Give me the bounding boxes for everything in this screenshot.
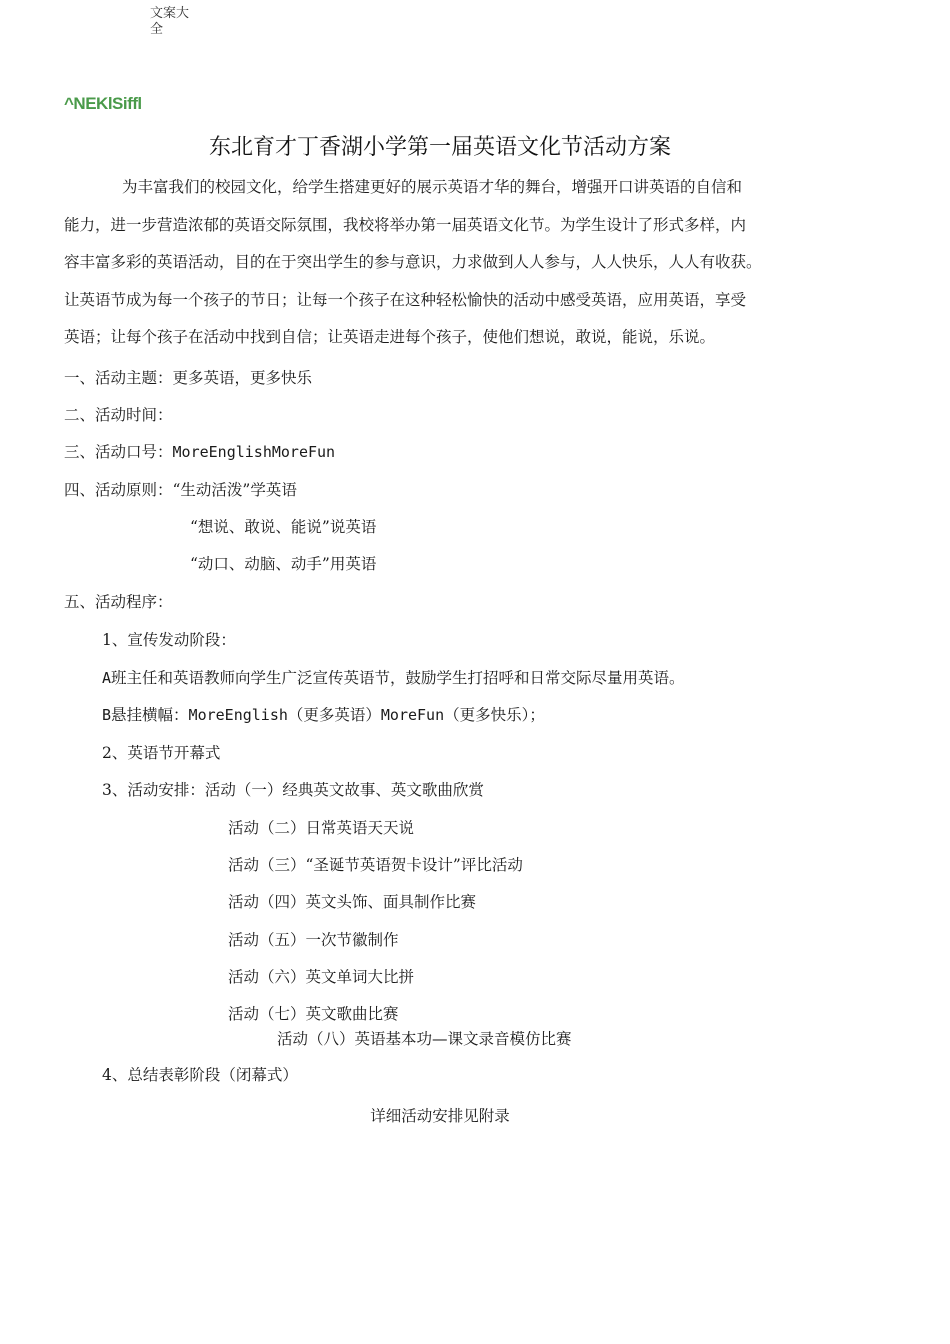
activity-item: 活动（七）英文歌曲比赛	[228, 1005, 399, 1023]
section-theme: 一、活动主题：更多英语，更多快乐	[64, 369, 313, 387]
item-text: 悬挂横幅：	[111, 706, 189, 724]
document-title: 东北育才丁香湖小学第一届英语文化节活动方案	[208, 135, 671, 160]
intro-line: 英语；让每个孩子在活动中找到自信；让英语走进每个孩子，使他们想说，敢说，能说，乐说。	[64, 328, 716, 346]
item-mark: B	[102, 706, 112, 724]
section-time: 二、活动时间：	[64, 406, 173, 424]
section-principle: 四、活动原则：“生动活泼”学英语	[64, 481, 297, 499]
section-procedure: 五、活动程序：	[64, 593, 173, 611]
intro-paragraph	[64, 172, 834, 360]
banner-text-en: MoreFun	[380, 706, 445, 724]
activity-item: 活动（四）英文头饰、面具制作比赛	[228, 893, 477, 911]
intro-line: 能力，进一步营造浓郁的英语交际氛围，我校将举办第一届英语文化节。为学生设计了形式多样，内	[64, 215, 747, 234]
header-note: 文案大全	[150, 6, 190, 37]
step-4: 4、总结表彰阶段（闭幕式）	[102, 1066, 298, 1084]
section-slogan	[64, 441, 335, 463]
step-1a	[102, 667, 685, 689]
banner-text-en: MoreEnglish	[188, 706, 288, 724]
activity-item: 活动（二）日常英语天天说	[228, 819, 415, 837]
principle-line: “动口、动脑、动手”用英语	[190, 555, 377, 573]
step-1: 1、宣传发动阶段：	[102, 631, 236, 649]
item-mark: A	[102, 669, 112, 687]
intro-line: 为丰富我们的校园文化，给学生搭建更好的展示英语才华的舞台，增强开口讲英语的自信和	[122, 178, 743, 196]
banner-text-cn: （更多英语）	[287, 706, 381, 724]
step-1b	[102, 704, 545, 726]
slogan-value: MoreEnglishMoreFun	[172, 443, 336, 461]
activity-item: 活动（八）英语基本功—课文录音模仿比赛	[277, 1030, 572, 1048]
principle-line: “想说、敢说、能说”说英语	[190, 518, 377, 536]
step-2: 2、英语节开幕式	[102, 744, 221, 762]
intro-line: 让英语节成为每一个孩子的节日；让每一个孩子在这种轻松愉快的活动中感受英语，应用英语，享受	[64, 290, 747, 309]
footer-note: 详细活动安排见附录	[370, 1107, 510, 1125]
school-logo: ^NEKlSiffl	[64, 94, 142, 113]
slogan-label: 三、活动口号：	[64, 443, 173, 461]
activity-item: 活动（三）“圣诞节英语贺卡设计”评比活动	[228, 856, 523, 874]
intro-line: 容丰富多彩的英语活动，目的在于突出学生的参与意识，力求做到人人参与，人人快乐，人人有收获。	[64, 253, 762, 271]
activity-item: 活动（五）一次节徽制作	[228, 931, 399, 949]
step-3: 3、活动安排：活动（一）经典英文故事、英文歌曲欣赏	[102, 781, 484, 799]
activity-item: 活动（六）英文单词大比拼	[228, 968, 415, 986]
banner-text-cn: （更多快乐）；	[444, 706, 545, 724]
item-text: 班主任和英语教师向学生广泛宣传英语节，鼓励学生打招呼和日常交际尽量用英语。	[111, 669, 685, 687]
